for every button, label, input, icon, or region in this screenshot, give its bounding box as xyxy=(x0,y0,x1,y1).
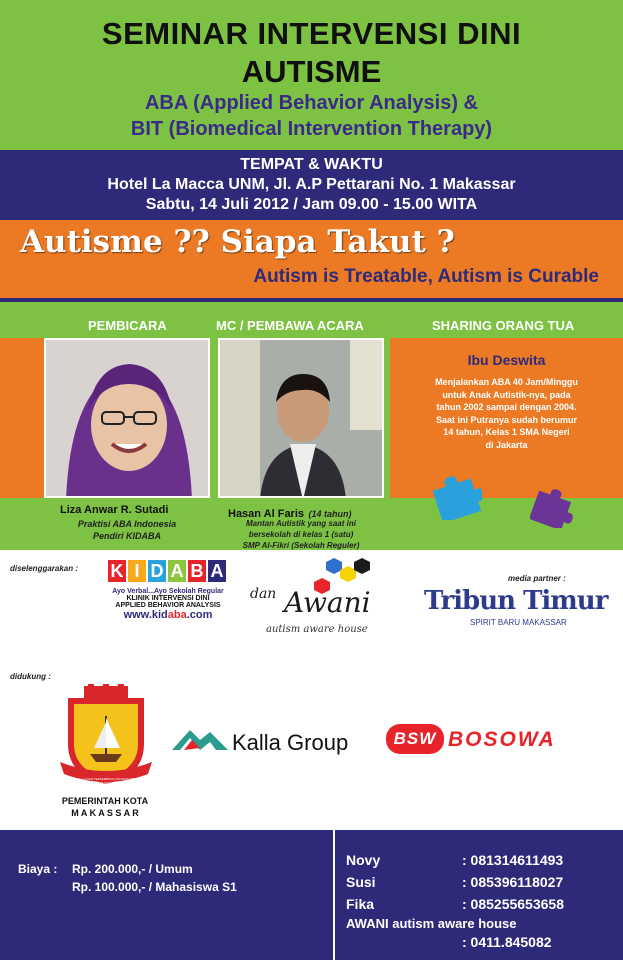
fee-general: Rp. 200.000,- / Umum xyxy=(72,862,193,876)
contact-name: Novy xyxy=(346,852,381,868)
kidaba-clinic-1: KLINIK INTERVENSI DINI xyxy=(126,595,210,602)
slogan-tagline: Autism is Treatable, Autism is Curable xyxy=(253,266,599,287)
parent-desc-line: Saat ini Putranya sudah berumur xyxy=(435,414,578,425)
parent-desc-line: di Jakarta xyxy=(485,439,528,450)
kidaba-logo xyxy=(98,560,238,644)
title-line-1: SEMINAR INTERVENSI DINI xyxy=(101,16,522,51)
speaker-desc-1: Praktisi ABA Indonesia xyxy=(77,519,177,529)
mc-age: (14 tahun) xyxy=(308,509,352,519)
awani-logo xyxy=(262,556,382,640)
tribun-subtitle: SPIRIT BARU MAKASSAR xyxy=(470,618,567,627)
mc-photo xyxy=(218,338,384,498)
media-partner-label: media partner : xyxy=(508,574,566,583)
footer-divider xyxy=(333,830,335,960)
role-speaker-label: PEMBICARA xyxy=(88,318,167,333)
mc-desc-3: SMP Al-Fikri (Sekolah Reguler) xyxy=(242,541,360,550)
kidaba-letter: A xyxy=(208,560,226,582)
and-text: dan xyxy=(250,586,277,602)
decor-block xyxy=(0,338,44,498)
makassar-crest-icon xyxy=(58,684,154,788)
supporters-label: didukung : xyxy=(10,672,51,681)
awani-subtitle: autism aware house xyxy=(266,624,368,635)
puzzle-piece-purple-icon xyxy=(530,488,574,528)
mc-desc-2: bersekolah di kelas 1 (satu) xyxy=(248,530,354,539)
venue-place: Hotel La Macca UNM, Jl. A.P Pettarani No. 1 Makassar xyxy=(107,176,516,193)
parent-name: Ibu Deswita xyxy=(467,352,546,368)
gov-line-1: PEMERINTAH KOTA xyxy=(61,796,149,806)
parent-desc xyxy=(390,376,623,451)
speaker-desc-2: Pendiri KIDABA xyxy=(92,531,161,541)
kidaba-web-post: .com xyxy=(186,609,213,621)
contact-name: Susi xyxy=(346,874,376,890)
contact-phone: : 085255653658 xyxy=(462,896,564,912)
awani-name: Awani xyxy=(284,586,371,619)
parent-desc-line: untuk Anak Autistik-nya, pada xyxy=(442,389,571,400)
tribun-logo: Tribun Timur xyxy=(424,586,608,616)
gov-line-2: M A K A S S A R xyxy=(71,808,139,818)
mc-name: Hasan Al Faris xyxy=(228,508,305,520)
subtitle-line-1: ABA (Applied Behavior Analysis) & xyxy=(144,92,479,114)
role-parent-label: SHARING ORANG TUA xyxy=(432,318,575,333)
kidaba-letter: K xyxy=(108,560,126,582)
puzzle-piece-blue-icon xyxy=(430,474,482,520)
mc-desc-1: Mantan Autistik yang saat ini xyxy=(246,519,356,528)
kidaba-website xyxy=(98,609,238,621)
parent-desc-line: tahun 2002 sampai dengan 2004. xyxy=(436,402,577,412)
slogan-band xyxy=(0,220,623,302)
kidaba-clinic-2: APPLIED BEHAVIOR ANALYSIS xyxy=(115,602,221,609)
awani-contact-name: AWANI autism aware house xyxy=(346,916,517,931)
subtitle-line-2: BIT (Biomedical Intervention Therapy) xyxy=(130,118,493,140)
kidaba-letters xyxy=(108,560,238,582)
fee-student: Rp. 100.000,- / Mahasiswa S1 xyxy=(72,880,237,894)
kidaba-web-mid: aba xyxy=(167,609,187,621)
bosowa-mark: BSW xyxy=(386,724,444,754)
venue-band xyxy=(0,150,623,220)
fee-label: Biaya : xyxy=(18,862,58,876)
title-line-2: AUTISME xyxy=(241,54,382,89)
kalla-logo-icon xyxy=(170,724,230,754)
kidaba-tagline: Ayo Verbal...Ayo Sekolah Regular xyxy=(112,588,224,595)
kidaba-web-pre: www.kid xyxy=(123,609,168,621)
kidaba-letter: A xyxy=(168,560,186,582)
speaker-photo xyxy=(44,338,210,498)
awani-contact-phone: : 0411.845082 xyxy=(462,934,552,950)
contact-phone: : 085396118027 xyxy=(462,874,564,890)
kalla-group-name: Kalla Group xyxy=(232,730,349,755)
contact-phone: : 081314611493 xyxy=(462,852,564,868)
venue-date: Sabtu, 14 Juli 2012 / Jam 09.00 - 15.00 WITA xyxy=(145,196,478,213)
speakers-section xyxy=(0,302,623,550)
speaker-name: Liza Anwar R. Sutadi xyxy=(60,504,169,516)
role-mc-label: MC / PEMBAWA ACARA xyxy=(216,318,364,333)
bosowa-name: BOSOWA xyxy=(448,728,556,751)
parent-desc-line: Menjalankan ABA 40 Jam/Minggu xyxy=(435,377,578,387)
crest-motto: SEKALI LAYAR TERKEMBANG PANTANG BIDUK SURUT KEPANTAI xyxy=(72,777,140,785)
header-banner xyxy=(0,0,623,150)
footer-band xyxy=(0,830,623,960)
organizers-label: diselenggarakan : xyxy=(10,564,79,573)
parent-box xyxy=(390,338,623,498)
venue-label: TEMPAT & WAKTU xyxy=(240,156,383,173)
contact-name: Fika xyxy=(346,896,375,912)
kidaba-letter: D xyxy=(148,560,166,582)
parent-desc-line: 14 tahun, Kelas 1 SMA Negeri xyxy=(443,427,570,437)
kidaba-letter: B xyxy=(188,560,206,582)
slogan-headline: Autisme ?? Siapa Takut ? xyxy=(20,224,455,260)
kidaba-letter: I xyxy=(128,560,146,582)
